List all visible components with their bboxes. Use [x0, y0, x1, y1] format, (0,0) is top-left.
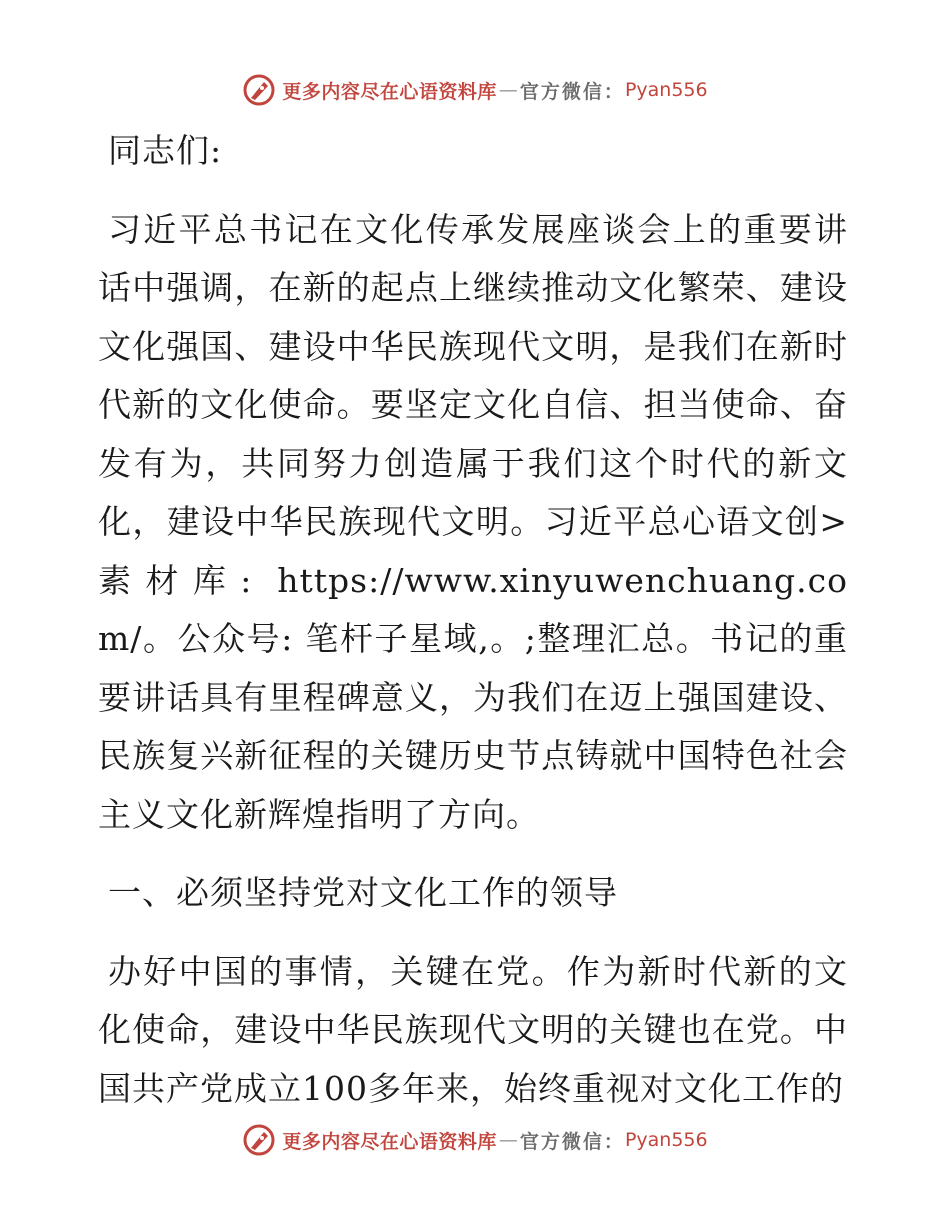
document-body: [98, 120, 848, 1118]
paragraph-1: 习近平总书记在文化传承发展座谈会上的重要讲话中强调，在新的起点上继续推动文化繁荣、建设文化强国、建设中华民族现代文明，是我们在新时代新的文化使命。要坚定文化自信、担当使命、奋发有为，共同努力创造属于我们这个时代的新文化，建设中华民族现代文明。习近平总心语文创>素材库: https://www.xinyuwenchuang.com/。公众号: 笔杆子星域,。;整理汇总。书记的重要讲话具有里程碑意义，为我们在迈上强国建设、民族复兴新征程的关键历史节点铸就中国特色社会主义文化新辉煌指明了方向。: [98, 209, 848, 834]
watermark-separator: —: [498, 1129, 518, 1151]
pen-nib-logo-icon: [242, 73, 276, 107]
watermark-sub-text: 官方微信：: [519, 80, 625, 103]
watermark-main-text: 更多内容尽在心语资料库: [282, 80, 497, 103]
watermark-wechat-id: Pyan556: [624, 1129, 708, 1151]
footer-watermark: [0, 1120, 950, 1160]
header-watermark: [0, 70, 950, 110]
pen-nib-logo-icon: [242, 1123, 276, 1157]
watermark-wechat-id: Pyan556: [624, 79, 708, 101]
watermark-sub-text: 官方微信：: [519, 1130, 625, 1153]
greeting: 同志们:: [108, 131, 223, 170]
section-heading-1: 一、必须坚持党对文化工作的领导: [108, 873, 618, 912]
paragraph-2: 办好中国的事情，关键在党。作为新时代新的文化使命，建设中华民族现代文明的关键也在党。中国共产党成立100多年来，始终重视对文化工作的: [98, 951, 848, 1108]
watermark-separator: —: [498, 79, 518, 101]
watermark-main-text: 更多内容尽在心语资料库: [282, 1130, 497, 1153]
